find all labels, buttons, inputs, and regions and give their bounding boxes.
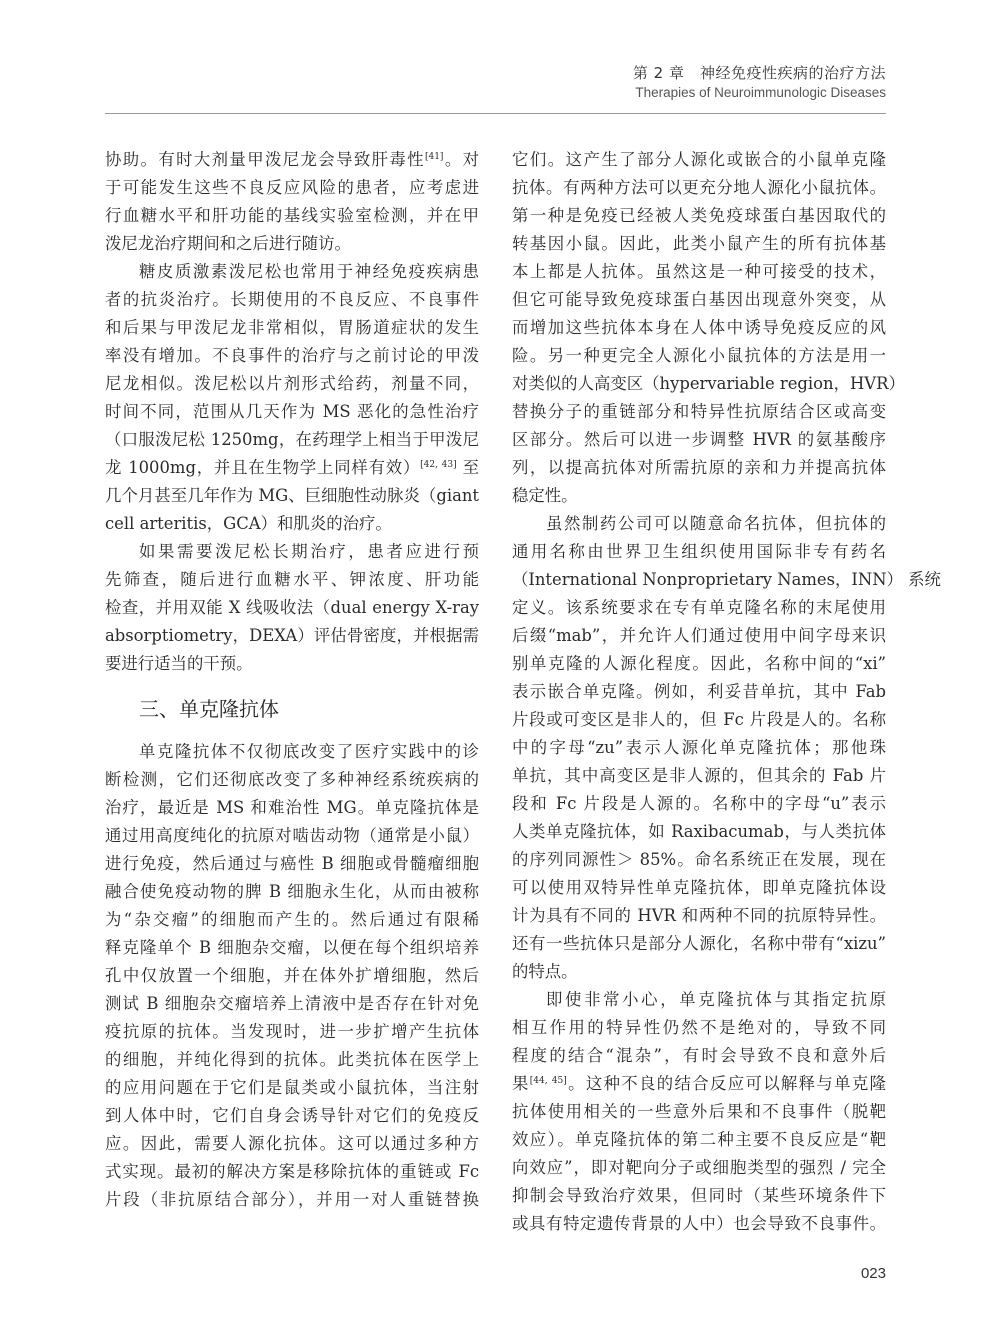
text-line: 为“杂交瘤”的细胞而产生的。然后通过有限稀 [105,910,479,929]
text-line: 定义。该系统要求在专有单克隆名称的末尾使用 [512,598,886,617]
text-line: 后缀“mab”，并允许人们通过使用中间字母来识 [512,626,886,645]
text-segment: 协助。有时大剂量甲泼尼龙会导致肝毒性 [105,150,425,169]
running-header-chapter: 第 2 章 神经免疫性疾病的治疗方法 [632,64,886,82]
text-line [512,1070,886,1098]
text-line: 几个月甚至几年作为 MG、巨细胞性动脉炎（giant [105,486,479,505]
text-line: 行血糖水平和肝功能的基线实验室检测，并在甲 [105,206,479,225]
text-line: 还有一些抗体只是部分人源化，名称中带有“xizu” [512,934,886,953]
text-line: 的细胞，并纯化得到的抗体。此类抗体在医学上 [105,1050,479,1069]
text-line: 替换分子的重链部分和特异性抗原结合区或高变 [512,402,886,421]
text-line: absorptiometry，DEXA）评估骨密度，并根据需 [105,626,479,645]
text-line: 通过用高度纯化的抗原对啮齿动物（通常是小鼠） [105,826,479,845]
text-line: 效应）。单克隆抗体的第二种主要不良反应是“靶 [512,1130,886,1149]
text-line: 片段（非抗原结合部分），并用一对人重链替换 [105,1190,479,1209]
text-line: 可以使用双特异性单克隆抗体，即单克隆抗体设 [512,878,886,897]
text-line: 它们。这产生了部分人源化或嵌合的小鼠单克隆 [512,150,886,169]
text-line: 到人体中时，它们自身会诱导针对它们的免疫反 [105,1106,479,1125]
text-line: 融合使免疫动物的脾 B 细胞永生化，从而由被称 [105,882,479,901]
text-line: 孔中仅放置一个细胞，并在体外扩增细胞，然后 [105,966,479,985]
text-line: 抑制会导致治疗效果，但同时（某些环境条件下 [512,1186,886,1205]
text-line: 而增加这些抗体本身在人体中诱导免疫反应的风 [512,318,886,337]
text-line: 和后果与甲泼尼龙非常相似，胃肠道症状的发生 [105,318,479,337]
text-line: 者的抗炎治疗。长期使用的不良反应、不良事件 [105,290,479,309]
citation-superscript: [41] [424,152,444,162]
text-line: 的序列同源性＞ 85%。命名系统正在发展，现在 [512,850,886,869]
text-line: 于可能发生这些不良反应风险的患者，应考虑进 [105,178,479,197]
text-line: 对类似的人高变区（hypervariable region，HVR） [512,374,905,393]
text-segment: 。这种不良的结合反应可以解释与单克隆 [566,1074,887,1093]
running-header-subtitle: Therapies of Neuroimmunologic Diseases [635,85,886,100]
text-line: 抗体。有两种方法可以更充分地人源化小鼠抗体。 [512,178,886,197]
paragraph [512,510,941,986]
header-rule [105,113,886,114]
text-line: 相互作用的特异性仍然不是绝对的，导致不同 [512,1018,886,1037]
right-column [512,146,941,1238]
text-line: 检查，并用双能 X 线吸收法（dual energy X-ray [105,598,479,617]
paragraph [105,258,479,538]
text-line: 表示嵌合单克隆。例如，利妥昔单抗，其中 Fab [512,682,886,701]
text-line: 测试 B 细胞杂交瘤培养上清液中是否存在针对免 [105,994,479,1013]
text-line: 段和 Fc 片段是人源的。名称中的字母“u”表示 [512,794,886,813]
paragraph [105,738,479,1214]
text-line [105,146,479,174]
text-line: 先筛查，随后进行血糖水平、钾浓度、肝功能 [105,570,479,589]
text-line: 应。因此，需要人源化抗体。这可以通过多种方 [105,1134,479,1153]
text-line: 本上都是人抗体。虽然这是一种可接受的技术， [512,262,886,281]
citation-superscript: [42, 43] [420,460,457,470]
text-line: 式实现。最初的解决方案是移除抗体的重链或 Fc [105,1162,479,1181]
text-line: （International Nonproprietary Names，INN） 系统 [512,570,941,589]
text-line: 单克隆抗体不仅彻底改变了医疗实践中的诊 [139,742,479,761]
text-line: 区部分。然后可以进一步调整 HVR 的氨基酸序 [512,430,886,449]
paragraph [105,538,479,678]
text-line: 释克隆单个 B 细胞杂交瘤，以便在每个组织培养 [105,938,479,957]
citation-superscript: [44, 45] [529,1076,567,1086]
text-line: 列，以提高抗体对所需抗原的亲和力并提高抗体 [512,458,886,477]
section-heading: 三、单克隆抗体 [139,697,279,721]
text-line: 稳定性。 [512,486,578,505]
text-line: 尼龙相似。泼尼松以片剂形式给药，剂量不同， [105,374,479,393]
paragraph [512,986,886,1238]
text-line: 别单克隆的人源化程度。因此，名称中间的“xi” [512,654,886,673]
text-line: 或具有特定遗传背景的人中）也会导致不良事件。 [512,1214,886,1233]
text-line: 险。另一种更完全人源化小鼠抗体的方法是用一 [512,346,886,365]
text-line: 断检测，它们还彻底改变了多种神经系统疾病的 [105,770,479,789]
text-segment: 果 [512,1074,530,1093]
text-line: 第一种是免疫已经被人类免疫球蛋白基因取代的 [512,206,886,225]
left-column [105,146,479,1214]
text-line: 人类单克隆抗体，如 Raxibacumab，与人类抗体 [512,822,886,841]
text-line: 但它可能导致免疫球蛋白基因出现意外突变，从 [512,290,886,309]
paragraph [512,146,905,510]
text-line: 治疗，最近是 MS 和难治性 MG。单克隆抗体是 [105,798,479,817]
paragraph [105,146,479,258]
text-line: 中的字母“zu”表示人源化单克隆抗体；那他珠 [512,738,886,757]
text-line: 单抗，其中高变区是非人源的，但其余的 Fab 片 [512,766,886,785]
page-number: 023 [860,1265,886,1282]
text-line: 泼尼龙治疗期间和之后进行随访。 [105,234,351,253]
text-line: 如果需要泼尼松长期治疗，患者应进行预 [139,542,479,561]
text-line: 通用名称由世界卫生组织使用国际非专有药名 [512,542,886,561]
text-line: cell arteritis，GCA）和肌炎的治疗。 [105,514,392,533]
text-line: 时间不同，范围从几天作为 MS 恶化的急性治疗 [105,402,479,421]
text-line [105,454,479,482]
text-line: 即使非常小心，单克隆抗体与其指定抗原 [546,990,886,1009]
text-line: 向效应”，即对靶向分子或细胞类型的强烈 / 完全 [512,1158,886,1177]
text-line: 虽然制药公司可以随意命名抗体，但抗体的 [546,514,886,533]
text-line: 程度的结合“混杂”，有时会导致不良和意外后 [512,1046,886,1065]
text-segment: 龙 1000mg，并且在生物学上同样有效） [105,458,421,477]
text-line: 率没有增加。不良事件的治疗与之前讨论的甲泼 [105,346,479,365]
text-line: 抗体使用相关的一些意外后果和不良事件（脱靶 [512,1102,886,1121]
text-line: 的特点。 [512,962,578,981]
text-segment: 至 [456,458,479,477]
text-line: 片段或可变区是非人的，但 Fc 片段是人的。名称 [512,710,886,729]
text-line: 糖皮质激素泼尼松也常用于神经免疫疾病患 [139,262,479,281]
text-line: 进行免疫，然后通过与癌性 B 细胞或骨髓瘤细胞 [105,854,479,873]
text-segment: 。对 [443,150,480,169]
text-line: 要进行适当的干预。 [105,654,253,673]
text-line: 疫抗原的抗体。当发现时，进一步扩增产生抗体 [105,1022,479,1041]
text-line: 的应用问题在于它们是鼠类或小鼠抗体，当注射 [105,1078,479,1097]
text-line: （口服泼尼松 1250mg，在药理学上相当于甲泼尼 [105,430,479,449]
text-line: 计为具有不同的 HVR 和两种不同的抗原特异性。 [512,906,886,925]
text-line: 转基因小鼠。因此，此类小鼠产生的所有抗体基 [512,234,886,253]
